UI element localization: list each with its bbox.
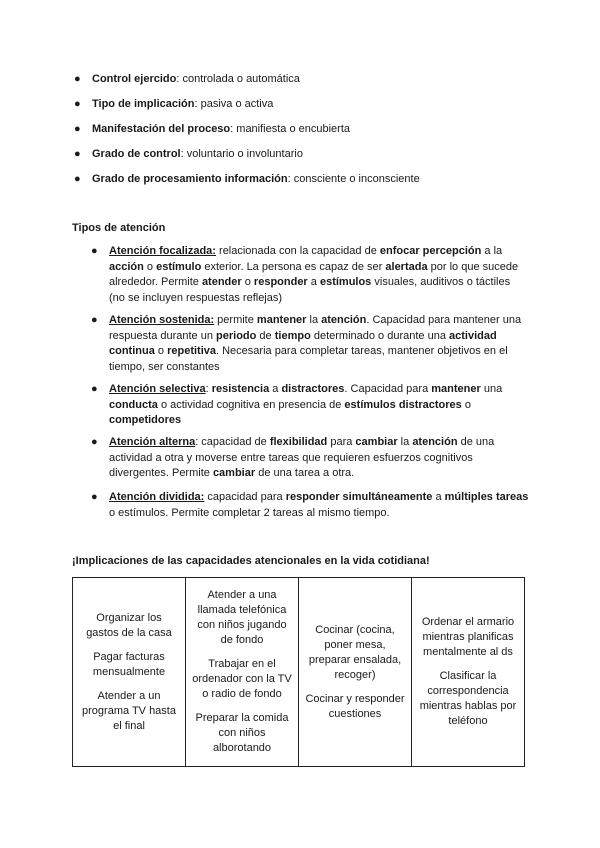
type-item-alterna [91, 435, 529, 482]
emphasis-text: atender [201, 276, 242, 288]
plain-text: la [397, 436, 413, 448]
plain-text: : [205, 383, 212, 395]
plain-text: o [461, 398, 471, 411]
emphasis-text: cambiar [355, 436, 398, 448]
emphasis-text: actividad continua [109, 329, 497, 357]
list-item [74, 122, 351, 136]
emphasis-text: responder simultáneamente [285, 491, 433, 503]
emphasis-text: estímulos [319, 276, 372, 288]
emphasis-text: múltiples tareas [444, 491, 529, 503]
cell-text: Organizar los gastos de la casa [86, 611, 172, 639]
emphasis-text: resistencia [211, 383, 270, 395]
emphasis-text: competidores [109, 414, 182, 426]
bullet-icon: ● [91, 491, 98, 503]
plain-text: determinado o durante una [310, 329, 450, 342]
bullet-icon: ● [91, 383, 98, 395]
type-title: Atención sostenida: [109, 314, 215, 326]
table-title: ¡Implicaciones de las capacidades atencionales en la vida cotidiana! [72, 555, 430, 567]
emphasis-text: enfocar percepción [379, 245, 482, 257]
item-label: Tipo de implicación [92, 98, 195, 110]
item-value: consciente o inconsciente [293, 173, 420, 185]
plain-text: o [241, 276, 254, 288]
plain-text: o [154, 345, 168, 357]
item-value: pasiva o activa [200, 98, 274, 110]
emphasis-text: mantener [256, 314, 307, 326]
plain-text: relacionada con la capacidad de [215, 245, 380, 257]
plain-text: o actividad cognitiva en presencia de [157, 398, 345, 411]
item-label: Grado de procesamiento información [92, 173, 288, 185]
cell-text: Pagar facturas mensualmente [92, 650, 166, 678]
emphasis-text: atención [321, 314, 367, 326]
plain-text: permite [214, 314, 257, 326]
emphasis-text: distractores [281, 383, 345, 395]
plain-text: la [306, 314, 322, 326]
emphasis-text: mantener [431, 383, 481, 395]
emphasis-text: repetitiva [167, 345, 216, 357]
plain-text: por lo que sucede alrededor. Permite [109, 260, 519, 288]
emphasis-text: estímulo [156, 260, 202, 273]
plain-text: o estímulos. Permite completar 2 tareas al mismo tiempo. [109, 506, 390, 519]
list-item [74, 147, 303, 161]
plain-text: de una tarea a otra. [255, 467, 355, 479]
cell-text: Preparar la comida con niños alborotando [195, 712, 289, 754]
cell-text: Ordenar el armario mientras planificas mentalmente al ds [421, 616, 515, 658]
bullet-icon: ● [74, 98, 81, 110]
list-item [74, 172, 420, 186]
cell-text: Cocinar y responder cuestiones [305, 692, 405, 720]
emphasis-text: cambiar [212, 467, 256, 479]
plain-text: exterior. La persona es capaz de ser [201, 260, 386, 273]
item-separator: : [176, 73, 183, 85]
plain-text: a [432, 491, 445, 503]
bullet-icon: ● [74, 73, 81, 85]
emphasis-text: tiempo [274, 329, 311, 342]
plain-text: : capacidad de [195, 436, 270, 448]
table-cell-4 [412, 578, 525, 767]
plain-text: visuales, auditivos o táctiles (no se incluyen respuestas reflejas) [109, 276, 511, 304]
item-separator: : [230, 123, 237, 135]
plain-text: . Necesaria para completar tareas, mantener objetivos en el tiempo, ser constantes [109, 345, 508, 373]
item-value: controlada o automática [182, 73, 300, 85]
cell-text: Atender a un programa TV hasta el final [82, 689, 176, 732]
item-value: manifiesta o encubierta [236, 123, 351, 135]
table-cell-3 [299, 578, 412, 767]
emphasis-text: flexibilidad [269, 436, 328, 448]
emphasis-text: atención [412, 436, 458, 448]
type-item-dividida [91, 490, 529, 521]
bullet-icon: ● [91, 245, 98, 257]
plain-text: de una actividad a otra y moverse entre tareas que requieren esfuerzos cognitivos divergentes. Permite [109, 436, 495, 479]
plain-text: a [307, 276, 320, 288]
type-item-sostenida [91, 313, 529, 375]
bullet-icon: ● [74, 148, 81, 160]
table-row [73, 578, 525, 767]
type-title: Atención selectiva [109, 383, 206, 395]
type-item-focalizada [91, 244, 529, 306]
plain-text: capacidad para [204, 491, 286, 503]
item-separator: : [194, 98, 201, 110]
emphasis-text: estímulos distractores [344, 398, 462, 411]
emphasis-text: conducta [109, 398, 158, 411]
type-title: Atención alterna [109, 436, 196, 448]
type-item-selectiva [91, 382, 529, 429]
item-label: Grado de control [92, 148, 181, 160]
cell-text: Cocinar (cocina, poner mesa, preparar ensalada, recoger) [308, 623, 402, 681]
bullet-icon: ● [91, 436, 98, 448]
plain-text: . Capacidad para [344, 383, 432, 395]
type-title: Atención dividida: [109, 491, 205, 503]
bullet-icon: ● [74, 173, 81, 185]
type-title: Atención focalizada: [109, 245, 216, 257]
bullet-icon: ● [91, 314, 98, 326]
table-cell-2 [186, 578, 299, 767]
cell-text: Clasificar la correspondencia mientras hablas por teléfono [419, 670, 517, 727]
emphasis-text: responder [253, 276, 308, 288]
cell-text: Atender a una llamada telefónica con niños jugando de fondo [197, 589, 287, 646]
plain-text: . Capacidad para mantener una respuesta durante un [109, 314, 522, 342]
emphasis-text: periodo [216, 329, 257, 342]
list-item [74, 72, 300, 86]
bullet-icon: ● [74, 123, 81, 135]
item-value: voluntario o involuntario [186, 148, 303, 160]
item-label: Manifestación del proceso [92, 123, 231, 135]
plain-text: a la [481, 245, 503, 257]
plain-text: para [327, 436, 356, 448]
item-separator: : [287, 173, 294, 185]
cell-text: Trabajar en el ordenador con la TV o radio de fondo [192, 658, 292, 700]
list-item [74, 97, 274, 111]
table-cell-1 [73, 578, 186, 767]
emphasis-text: acción [109, 260, 144, 273]
item-separator: : [180, 148, 187, 160]
plain-text: de [256, 329, 275, 342]
item-label: Control ejercido [92, 73, 177, 85]
emphasis-text: alertada [385, 260, 428, 273]
implications-table [72, 577, 525, 767]
plain-text: a [269, 383, 282, 395]
plain-text: o [143, 260, 157, 273]
plain-text: una [480, 383, 503, 395]
types-heading: Tipos de atención [72, 222, 166, 234]
